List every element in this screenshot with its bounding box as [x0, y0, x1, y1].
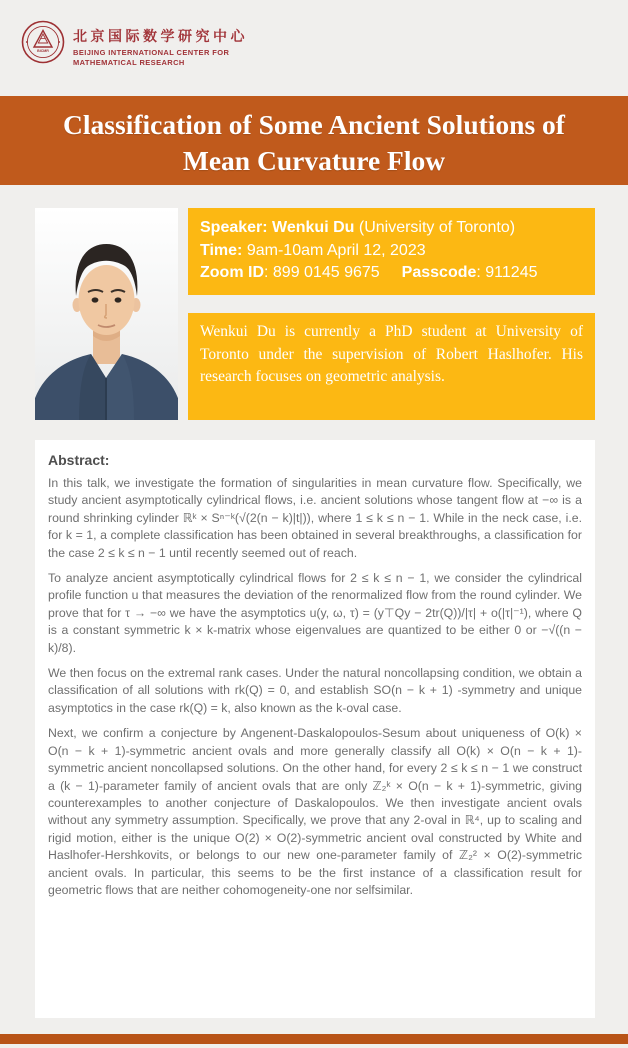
speaker-photo [35, 208, 178, 420]
talk-title-line2: Mean Curvature Flow [182, 145, 446, 176]
header [0, 0, 628, 96]
abstract-paragraphs [48, 475, 582, 899]
footer-accent-bar [0, 1034, 628, 1044]
org-name-block [73, 27, 248, 67]
abstract-heading: Abstract: [48, 452, 110, 468]
speaker-bio: Wenkui Du is currently a PhD student at University of Toronto under the supervision of Robert Haslhofer. His research focuses on geometric analysis. [188, 313, 595, 420]
time-line: Time: 9am-10am April 12, 2023 [200, 241, 426, 259]
speaker-info-box [188, 208, 595, 295]
svg-text:BICMR: BICMR [37, 48, 49, 53]
talk-title-line1: Classification of Some Ancient Solutions of [63, 109, 565, 140]
org-name-chinese: 北京国际数学研究中心 [73, 28, 248, 44]
abstract-paragraph: We then focus on the extremal rank cases. Under the natural noncollapsing condition, we obtain a classification of all solutions with rk(Q) = 0, and establish SO(n − k + 1) -symmetry and unique asymptotics in the case rk(Q) = k, also known as the k-oval case. [48, 666, 582, 715]
abstract-paragraph: To analyze ancient asymptotically cylindrical flows for 2 ≤ k ≤ n − 1, we consider the cylindrical profile function u that measures the deviation of the renormalized flow from the round cylinder. We prove that for τ → −∞ we have the asymptotics u(y, ω, τ) = (y⊤Qy − 2tr(Q))/|τ| + o(|τ|⁻¹), where Q is a constant symmetric k × k-matrix whose eigenvalues are quantized to be either 0 or −√((n − k)/8). [48, 571, 582, 655]
zoom-line: Zoom ID: 899 0145 9675 Passcode: 911245 [200, 264, 538, 281]
abstract-section [35, 440, 595, 1018]
bicmr-seal-icon [21, 20, 65, 64]
speaker-portrait-illustration [35, 208, 178, 420]
talk-title-banner [0, 96, 628, 185]
abstract-paragraph: Next, we confirm a conjecture by Angenent-Daskalopoulos-Sesum about uniqueness of O(k) × O(n − k + 1)-symmetric ancient ovals and more generally classify all O(k) × O(n − k + 1)-symmetric ancient noncollapsed solutions. On the other hand, for every 2 ≤ k ≤ n − 1 we construct a (k − 1)-parameter family of ancient ovals that are only ℤ₂ᵏ × O(n − k + 1)-symmetric, giving counterexamples to another conjecture of Daskalopoulos. We then investigate ancient ovals without any symmetry assumption. Specifically, we prove that any 2-oval in ℝ⁴, up to scaling and rigid motion, either is the unique O(2) × O(2)-symmetric ancient oval constructed by White and Haslhofer-Hershkovits, or belongs to our new one-parameter family of ℤ₂² × O(2)-symmetric ancient ovals. In particular, this seems to be the first instance of a classification result for geometric flows that are neither cohomogeneity-one nor selfsimilar. [48, 726, 582, 897]
org-name-english: BEIJING INTERNATIONAL CENTER FOR MATHEMATICAL RESEARCH [73, 48, 230, 67]
speaker-line: Speaker: Wenkui Du (University of Toronto) [200, 219, 516, 236]
abstract-paragraph: In this talk, we investigate the formation of singularities in mean curvature flow. Specifically, we study ancient asymptotically cylindrical flows, i.e. ancient solutions whose tangent flow at −∞ is a round shrinking cylinder ℝᵏ × Sⁿ⁻ᵏ(√(2(n − k)|t|)), where 1 ≤ k ≤ n − 1. While in the neck case, i.e. for k = 1, a complete classification has been obtained in several breakthroughs, a classification for the case 2 ≤ k ≤ n − 1 until recently seemed out of reach. [48, 476, 582, 560]
